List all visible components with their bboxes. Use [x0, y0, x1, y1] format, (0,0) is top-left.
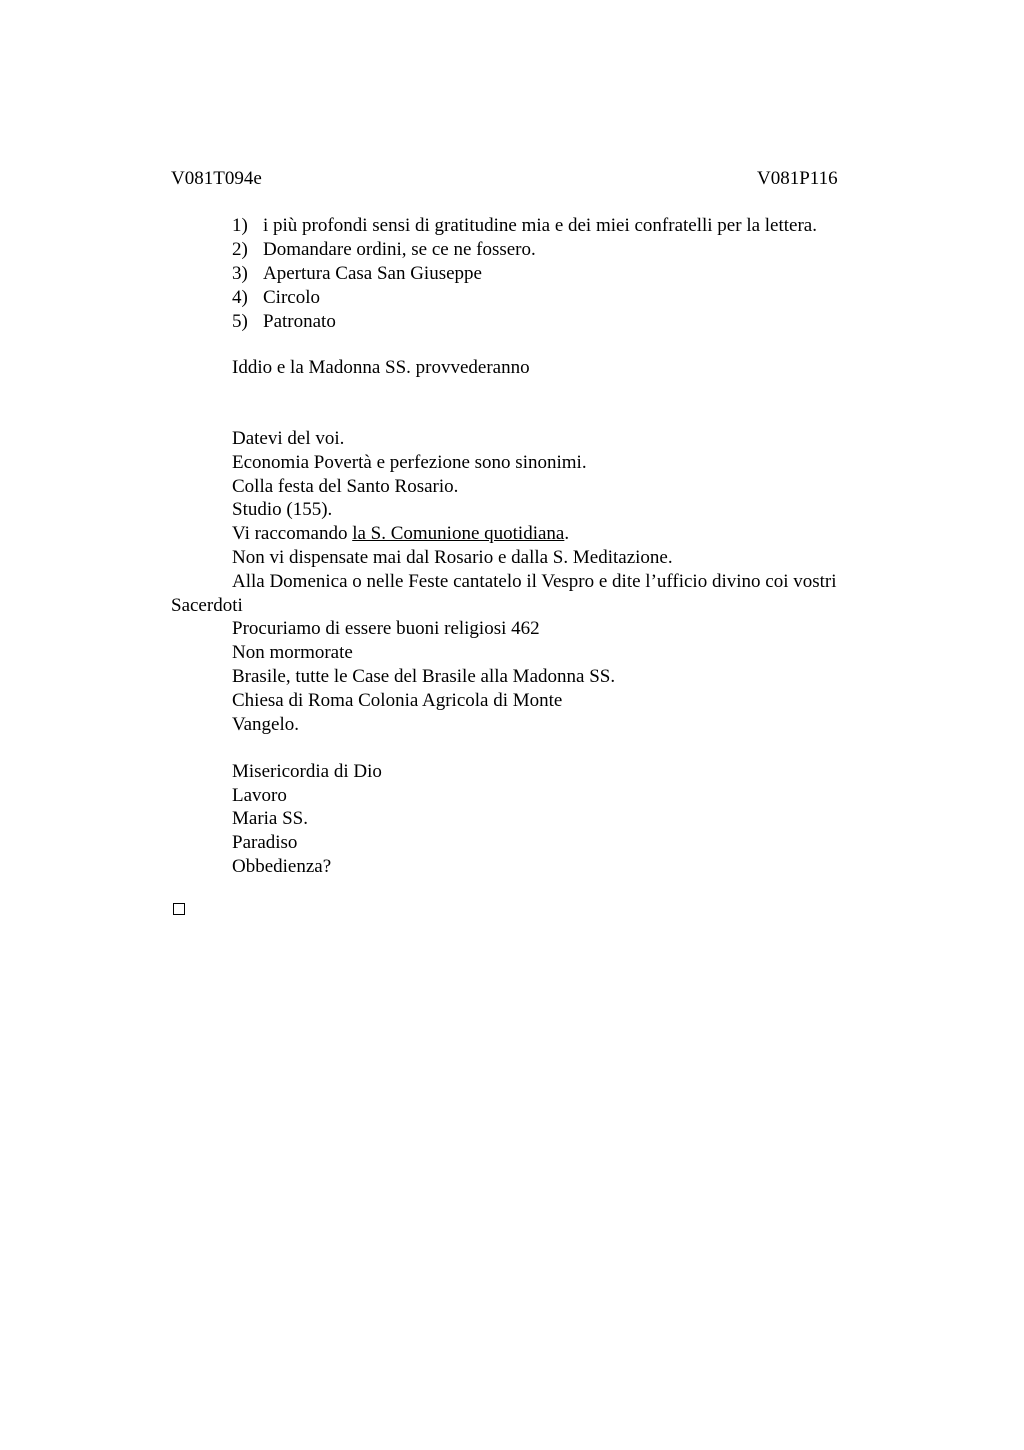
counsel-line: Alla Domenica o nelle Feste cantatelo il Vespro e dite l’ufficio divino coi vostri — [232, 571, 837, 592]
providence-line: Iddio e la Madonna SS. provvederanno — [232, 357, 530, 378]
counsel-line: Non vi dispensate mai dal Rosario e dalla S. Meditazione. — [232, 547, 673, 568]
list-item-number: 3) — [232, 263, 248, 284]
counsel-line: Chiesa di Roma Colonia Agricola di Monte — [232, 690, 563, 711]
list-item — [232, 238, 817, 262]
counsel-text: Vi raccomando — [232, 523, 353, 544]
counsel-line-communion — [232, 522, 569, 546]
theme-line: Obbedienza? — [232, 856, 332, 877]
list-item-number: 4) — [232, 287, 248, 308]
counsel-line: Non mormorate — [232, 642, 353, 663]
counsel-line: Colla festa del Santo Rosario. — [232, 476, 459, 497]
list-item-text: Circolo — [263, 287, 320, 308]
list-item-number: 1) — [232, 215, 248, 236]
counsel-line: Vangelo. — [232, 714, 300, 735]
counsel-line: Datevi del voi. — [232, 428, 345, 449]
list-item-text: Patronato — [263, 311, 336, 332]
counsel-line-continuation: Sacerdoti — [171, 595, 243, 616]
counsel-text: . — [564, 523, 570, 544]
list-item-text: Apertura Casa San Giuseppe — [263, 263, 482, 284]
theme-line: Maria SS. — [232, 808, 308, 829]
list-item — [232, 262, 817, 286]
list-item-text: Domandare ordini, se ce ne fossero. — [263, 239, 536, 260]
list-item — [232, 286, 817, 310]
end-square-icon — [173, 903, 185, 915]
underlined-phrase: la S. Comunione quotidiana — [352, 523, 565, 544]
counsel-line: Brasile, tutte le Case del Brasile alla Madonna SS. — [232, 666, 616, 687]
theme-line: Misericordia di Dio — [232, 761, 382, 782]
counsel-line: Studio (155). — [232, 499, 333, 520]
numbered-list — [232, 214, 817, 334]
document-code: V081T094e — [171, 168, 262, 189]
list-item-text: i più profondi sensi di gratitudine mia e dei miei confratelli per la lettera. — [263, 215, 817, 236]
list-item-number: 5) — [232, 311, 248, 332]
list-item — [232, 214, 817, 238]
counsel-line: Procuriamo di essere buoni religiosi 462 — [232, 618, 540, 639]
page-code: V081P116 — [757, 168, 838, 189]
list-item — [232, 310, 817, 334]
theme-line: Paradiso — [232, 832, 298, 853]
theme-line: Lavoro — [232, 785, 287, 806]
counsel-line: Economia Povertà e perfezione sono sinonimi. — [232, 452, 587, 473]
list-item-number: 2) — [232, 239, 248, 260]
